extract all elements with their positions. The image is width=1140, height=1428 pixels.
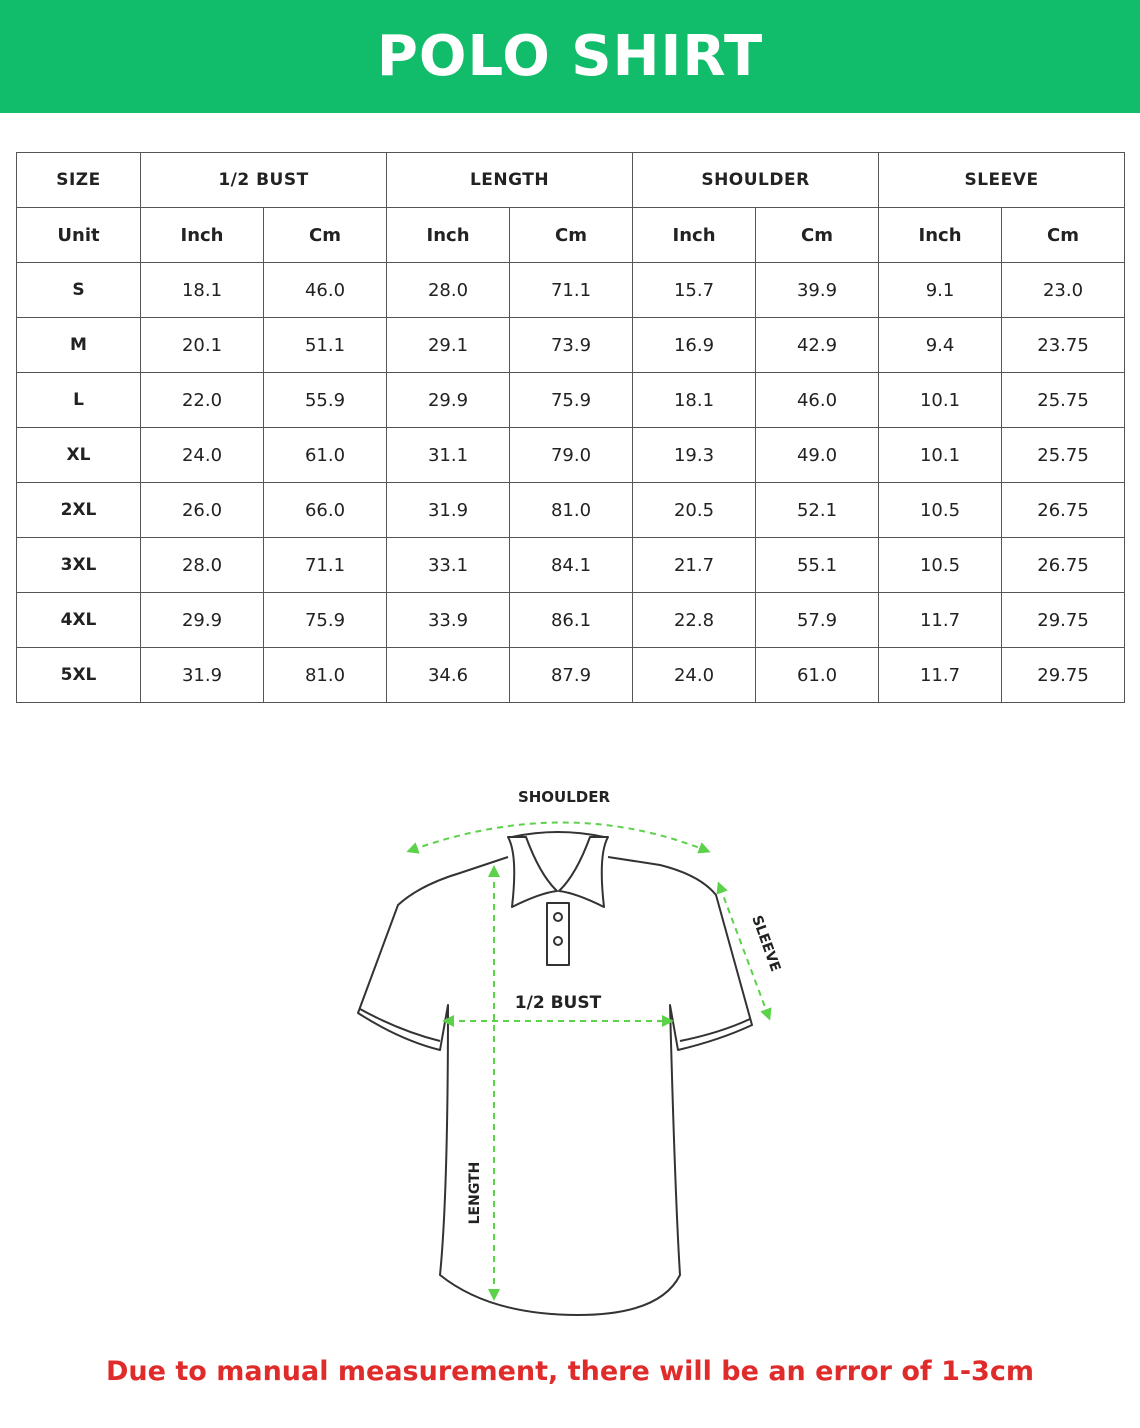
- measurement-cell: 71.1: [264, 538, 387, 593]
- measurement-cell: 20.5: [633, 483, 756, 538]
- measurement-cell: 29.75: [1002, 593, 1125, 648]
- measurement-cell: 9.4: [879, 318, 1002, 373]
- length-label: LENGTH: [467, 1161, 483, 1225]
- measurement-cell: 11.7: [879, 648, 1002, 703]
- measurement-cell: 10.5: [879, 538, 1002, 593]
- size-cell: 5XL: [17, 648, 141, 703]
- measurement-cell: 29.9: [141, 593, 264, 648]
- shirt-diagram: [340, 775, 800, 1335]
- header-sleeve: SLEEVE: [879, 153, 1125, 208]
- measurement-cell: 21.7: [633, 538, 756, 593]
- measurement-cell: 16.9: [633, 318, 756, 373]
- measurement-cell: 18.1: [633, 373, 756, 428]
- header-bust: 1/2 BUST: [141, 153, 387, 208]
- measurement-cell: 31.9: [387, 483, 510, 538]
- measurement-cell: 29.75: [1002, 648, 1125, 703]
- measurement-cell: 46.0: [756, 373, 879, 428]
- measurement-cell: 26.0: [141, 483, 264, 538]
- unit-inch: Inch: [633, 208, 756, 263]
- table-row: [17, 593, 1125, 648]
- unit-cm: Cm: [264, 208, 387, 263]
- measurement-cell: 25.75: [1002, 428, 1125, 483]
- measurement-cell: 20.1: [141, 318, 264, 373]
- title-banner: [0, 0, 1140, 113]
- unit-cm: Cm: [756, 208, 879, 263]
- measurement-cell: 42.9: [756, 318, 879, 373]
- shoulder-arrow: [412, 823, 705, 851]
- table-row: [17, 428, 1125, 483]
- table-row: [17, 263, 1125, 318]
- measurement-cell: 11.7: [879, 593, 1002, 648]
- measurement-cell: 52.1: [756, 483, 879, 538]
- measurement-cell: 39.9: [756, 263, 879, 318]
- table-row: [17, 538, 1125, 593]
- shirt-outline: [358, 832, 752, 1315]
- measurement-cell: 66.0: [264, 483, 387, 538]
- measurement-cell: 73.9: [510, 318, 633, 373]
- measurement-cell: 57.9: [756, 593, 879, 648]
- table-row: [17, 483, 1125, 538]
- measurement-cell: 61.0: [264, 428, 387, 483]
- header-shoulder: SHOULDER: [633, 153, 879, 208]
- measurement-cell: 31.9: [141, 648, 264, 703]
- measurement-cell: 55.9: [264, 373, 387, 428]
- size-cell: M: [17, 318, 141, 373]
- size-cell: S: [17, 263, 141, 318]
- table-row: [17, 648, 1125, 703]
- bust-label: 1/2 BUST: [514, 993, 602, 1013]
- unit-cm: Cm: [1002, 208, 1125, 263]
- measurement-cell: 10.5: [879, 483, 1002, 538]
- measurement-cell: 24.0: [633, 648, 756, 703]
- measurement-cell: 34.6: [387, 648, 510, 703]
- measurement-cell: 19.3: [633, 428, 756, 483]
- table-row: [17, 373, 1125, 428]
- measurement-cell: 61.0: [756, 648, 879, 703]
- measurement-cell: 22.0: [141, 373, 264, 428]
- unit-inch: Inch: [387, 208, 510, 263]
- measurement-cell: 10.1: [879, 428, 1002, 483]
- measurement-cell: 9.1: [879, 263, 1002, 318]
- measurement-cell: 75.9: [510, 373, 633, 428]
- measurement-cell: 29.1: [387, 318, 510, 373]
- measurement-cell: 31.1: [387, 428, 510, 483]
- measurement-cell: 71.1: [510, 263, 633, 318]
- size-chart-table: [16, 152, 1125, 703]
- measurement-cell: 55.1: [756, 538, 879, 593]
- measurement-cell: 84.1: [510, 538, 633, 593]
- header-length: LENGTH: [387, 153, 633, 208]
- measurement-cell: 26.75: [1002, 483, 1125, 538]
- table-row: [17, 318, 1125, 373]
- measurement-cell: 33.1: [387, 538, 510, 593]
- size-cell: 4XL: [17, 593, 141, 648]
- size-cell: 3XL: [17, 538, 141, 593]
- measurement-cell: 18.1: [141, 263, 264, 318]
- size-cell: XL: [17, 428, 141, 483]
- shoulder-label: SHOULDER: [517, 788, 611, 806]
- measurement-cell: 22.8: [633, 593, 756, 648]
- measurement-cell: 87.9: [510, 648, 633, 703]
- measurement-cell: 86.1: [510, 593, 633, 648]
- unit-inch: Inch: [141, 208, 264, 263]
- measurement-note: Due to manual measurement, there will be an error of 1-3cm: [106, 1356, 1034, 1387]
- measurement-cell: 79.0: [510, 428, 633, 483]
- measurement-cell: 81.0: [264, 648, 387, 703]
- size-cell: 2XL: [17, 483, 141, 538]
- page-title: POLO SHIRT: [376, 24, 764, 89]
- unit-cm: Cm: [510, 208, 633, 263]
- measurement-cell: 24.0: [141, 428, 264, 483]
- measurement-cell: 75.9: [264, 593, 387, 648]
- measurement-cell: 51.1: [264, 318, 387, 373]
- measurement-cell: 28.0: [141, 538, 264, 593]
- table-header-row: [17, 153, 1125, 208]
- table-body: [17, 263, 1125, 703]
- header-size: SIZE: [17, 153, 141, 208]
- unit-label: Unit: [17, 208, 141, 263]
- measurement-cell: 46.0: [264, 263, 387, 318]
- measurement-cell: 10.1: [879, 373, 1002, 428]
- measurement-cell: 81.0: [510, 483, 633, 538]
- measurement-cell: 23.75: [1002, 318, 1125, 373]
- measurement-cell: 15.7: [633, 263, 756, 318]
- sleeve-label: SLEEVE: [748, 913, 784, 974]
- size-cell: L: [17, 373, 141, 428]
- measurement-cell: 28.0: [387, 263, 510, 318]
- measurement-cell: 33.9: [387, 593, 510, 648]
- measurement-cell: 26.75: [1002, 538, 1125, 593]
- table-unit-row: [17, 208, 1125, 263]
- measurement-cell: 25.75: [1002, 373, 1125, 428]
- measurement-cell: 23.0: [1002, 263, 1125, 318]
- measurement-cell: 49.0: [756, 428, 879, 483]
- measurement-cell: 29.9: [387, 373, 510, 428]
- unit-inch: Inch: [879, 208, 1002, 263]
